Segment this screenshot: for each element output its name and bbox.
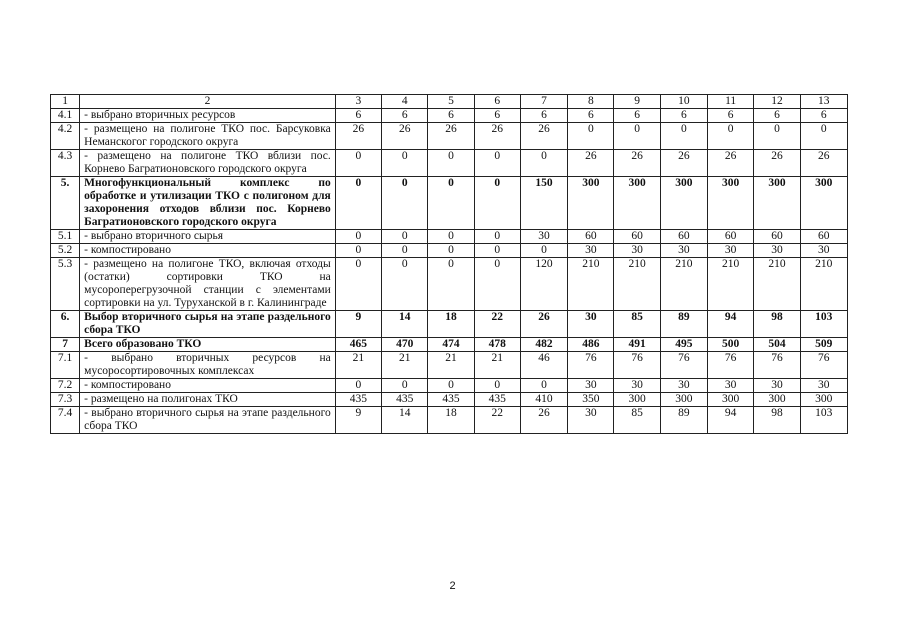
value-cell: 18 (428, 407, 474, 434)
value-cell: 18 (428, 311, 474, 338)
value-cell: 0 (382, 177, 428, 230)
value-cell: 300 (708, 393, 754, 407)
table-row (51, 123, 848, 150)
value-cell: 500 (708, 338, 754, 352)
value-cell: 435 (335, 393, 381, 407)
value-cell: 0 (428, 150, 474, 177)
value-cell: 300 (614, 177, 660, 230)
value-cell: 0 (382, 258, 428, 311)
value-cell: 60 (660, 230, 707, 244)
value-cell: 94 (708, 311, 754, 338)
value-cell: 300 (660, 393, 707, 407)
value-cell: 6 (428, 109, 474, 123)
row-number-cell: 7.3 (51, 393, 80, 407)
value-cell: 60 (614, 230, 660, 244)
row-description-cell: - выбрано вторичного сырья на этапе раздельного сбора ТКО (80, 407, 336, 434)
value-cell: 26 (520, 407, 567, 434)
row-description-cell: - размещено на полигоне ТКО, включая отходы (остатки) сортировки ТКО на мусороперегрузочной станции с элементами сортировки на ул. Туруханской в г. Калининграде (80, 258, 336, 311)
value-cell: 46 (520, 352, 567, 379)
value-cell: 210 (660, 258, 707, 311)
table-row (51, 258, 848, 311)
row-description-cell: - выбрано вторичных ресурсов (80, 109, 336, 123)
value-cell: 0 (474, 177, 520, 230)
header-cell: 9 (614, 95, 660, 109)
table-row (51, 393, 848, 407)
value-cell: 60 (800, 230, 847, 244)
header-cell: 3 (335, 95, 381, 109)
value-cell: 6 (335, 109, 381, 123)
value-cell: 210 (708, 258, 754, 311)
value-cell: 509 (800, 338, 847, 352)
value-cell: 30 (520, 230, 567, 244)
header-cell: 1 (51, 95, 80, 109)
value-cell: 6 (660, 109, 707, 123)
value-cell: 6 (614, 109, 660, 123)
value-cell: 0 (474, 230, 520, 244)
header-cell: 11 (708, 95, 754, 109)
table-row (51, 230, 848, 244)
row-number-cell: 5.1 (51, 230, 80, 244)
row-description-cell: - компостировано (80, 244, 336, 258)
value-cell: 0 (428, 379, 474, 393)
value-cell: 300 (754, 393, 800, 407)
value-cell: 0 (474, 379, 520, 393)
row-description-cell: - выбрано вторичных ресурсов на мусоросортировочных комплексах (80, 352, 336, 379)
value-cell: 30 (708, 379, 754, 393)
header-cell: 12 (754, 95, 800, 109)
table-row (51, 177, 848, 230)
value-cell: 504 (754, 338, 800, 352)
value-cell: 0 (335, 230, 381, 244)
value-cell: 435 (474, 393, 520, 407)
value-cell: 26 (382, 123, 428, 150)
value-cell: 486 (568, 338, 614, 352)
value-cell: 26 (335, 123, 381, 150)
value-cell: 350 (568, 393, 614, 407)
value-cell: 0 (428, 244, 474, 258)
value-cell: 300 (614, 393, 660, 407)
table-row (51, 311, 848, 338)
table-row (51, 338, 848, 352)
row-description-cell: - размещено на полигонах ТКО (80, 393, 336, 407)
value-cell: 0 (614, 123, 660, 150)
row-number-cell: 7.2 (51, 379, 80, 393)
value-cell: 0 (520, 150, 567, 177)
value-cell: 30 (614, 379, 660, 393)
value-cell: 22 (474, 407, 520, 434)
value-cell: 470 (382, 338, 428, 352)
value-cell: 21 (335, 352, 381, 379)
value-cell: 210 (568, 258, 614, 311)
value-cell: 89 (660, 311, 707, 338)
header-cell: 10 (660, 95, 707, 109)
value-cell: 30 (754, 379, 800, 393)
value-cell: 30 (754, 244, 800, 258)
value-cell: 0 (335, 244, 381, 258)
value-cell: 26 (660, 150, 707, 177)
data-table (50, 94, 848, 434)
value-cell: 76 (708, 352, 754, 379)
value-cell: 0 (660, 123, 707, 150)
value-cell: 30 (708, 244, 754, 258)
value-cell: 0 (754, 123, 800, 150)
row-number-cell: 4.2 (51, 123, 80, 150)
row-description-cell: - выбрано вторичного сырья (80, 230, 336, 244)
value-cell: 0 (568, 123, 614, 150)
header-cell: 2 (80, 95, 336, 109)
value-cell: 0 (428, 258, 474, 311)
value-cell: 300 (754, 177, 800, 230)
value-cell: 9 (335, 311, 381, 338)
row-number-cell: 5. (51, 177, 80, 230)
value-cell: 9 (335, 407, 381, 434)
row-description-cell: - размещено на полигоне ТКО пос. Барсуковка Неманскогог городского округа (80, 123, 336, 150)
value-cell: 94 (708, 407, 754, 434)
value-cell: 30 (568, 311, 614, 338)
value-cell: 210 (800, 258, 847, 311)
value-cell: 98 (754, 407, 800, 434)
value-cell: 103 (800, 407, 847, 434)
value-cell: 300 (660, 177, 707, 230)
value-cell: 26 (568, 150, 614, 177)
value-cell: 26 (708, 150, 754, 177)
value-cell: 76 (660, 352, 707, 379)
value-cell: 14 (382, 311, 428, 338)
value-cell: 0 (474, 150, 520, 177)
value-cell: 21 (382, 352, 428, 379)
value-cell: 22 (474, 311, 520, 338)
row-number-cell: 6. (51, 311, 80, 338)
header-cell: 6 (474, 95, 520, 109)
table-body (51, 95, 848, 434)
page-number: 2 (449, 580, 456, 592)
value-cell: 30 (800, 379, 847, 393)
value-cell: 76 (568, 352, 614, 379)
value-cell: 478 (474, 338, 520, 352)
header-cell: 13 (800, 95, 847, 109)
value-cell: 14 (382, 407, 428, 434)
value-cell: 76 (614, 352, 660, 379)
value-cell: 26 (474, 123, 520, 150)
value-cell: 6 (568, 109, 614, 123)
value-cell: 89 (660, 407, 707, 434)
value-cell: 6 (800, 109, 847, 123)
value-cell: 6 (520, 109, 567, 123)
value-cell: 85 (614, 407, 660, 434)
value-cell: 0 (382, 230, 428, 244)
row-description-cell: Выбор вторичного сырья на этапе раздельного сбора ТКО (80, 311, 336, 338)
row-number-cell: 5.2 (51, 244, 80, 258)
value-cell: 0 (474, 258, 520, 311)
value-cell: 495 (660, 338, 707, 352)
value-cell: 21 (474, 352, 520, 379)
value-cell: 30 (568, 244, 614, 258)
row-description-cell: - компостировано (80, 379, 336, 393)
value-cell: 0 (335, 379, 381, 393)
value-cell: 435 (382, 393, 428, 407)
value-cell: 465 (335, 338, 381, 352)
value-cell: 76 (800, 352, 847, 379)
value-cell: 85 (614, 311, 660, 338)
row-number-cell: 7.4 (51, 407, 80, 434)
row-description-cell: - размещено на полигоне ТКО вблизи пос. Корнево Багратионовского городского округа (80, 150, 336, 177)
value-cell: 0 (708, 123, 754, 150)
table-row (51, 352, 848, 379)
value-cell: 103 (800, 311, 847, 338)
row-number-cell: 7 (51, 338, 80, 352)
value-cell: 300 (800, 177, 847, 230)
row-number-cell: 4.3 (51, 150, 80, 177)
value-cell: 0 (382, 379, 428, 393)
value-cell: 410 (520, 393, 567, 407)
value-cell: 30 (800, 244, 847, 258)
table-header-row (51, 95, 848, 109)
value-cell: 98 (754, 311, 800, 338)
value-cell: 6 (708, 109, 754, 123)
value-cell: 0 (520, 379, 567, 393)
value-cell: 76 (754, 352, 800, 379)
value-cell: 300 (800, 393, 847, 407)
value-cell: 0 (520, 244, 567, 258)
value-cell: 30 (568, 407, 614, 434)
value-cell: 26 (800, 150, 847, 177)
value-cell: 6 (754, 109, 800, 123)
header-cell: 8 (568, 95, 614, 109)
value-cell: 60 (708, 230, 754, 244)
value-cell: 30 (660, 379, 707, 393)
row-number-cell: 4.1 (51, 109, 80, 123)
value-cell: 210 (754, 258, 800, 311)
value-cell: 60 (568, 230, 614, 244)
value-cell: 0 (800, 123, 847, 150)
value-cell: 30 (660, 244, 707, 258)
row-description-cell: Многофункциональный комплекс по обработке и утилизации ТКО с полигоном для захоронения отходов вблизи пос. Корнево Багратионовского городского округа (80, 177, 336, 230)
table-row (51, 407, 848, 434)
table-row (51, 244, 848, 258)
value-cell: 30 (614, 244, 660, 258)
value-cell: 6 (382, 109, 428, 123)
value-cell: 26 (428, 123, 474, 150)
value-cell: 435 (428, 393, 474, 407)
value-cell: 120 (520, 258, 567, 311)
value-cell: 60 (754, 230, 800, 244)
value-cell: 0 (382, 150, 428, 177)
value-cell: 150 (520, 177, 567, 230)
row-description-cell: Всего образовано ТКО (80, 338, 336, 352)
value-cell: 0 (428, 230, 474, 244)
header-cell: 7 (520, 95, 567, 109)
row-number-cell: 5.3 (51, 258, 80, 311)
table-row (51, 150, 848, 177)
value-cell: 26 (520, 311, 567, 338)
header-cell: 4 (382, 95, 428, 109)
value-cell: 482 (520, 338, 567, 352)
table-row (51, 379, 848, 393)
value-cell: 0 (428, 177, 474, 230)
value-cell: 6 (474, 109, 520, 123)
value-cell: 474 (428, 338, 474, 352)
value-cell: 30 (568, 379, 614, 393)
value-cell: 300 (708, 177, 754, 230)
value-cell: 300 (568, 177, 614, 230)
row-number-cell: 7.1 (51, 352, 80, 379)
value-cell: 210 (614, 258, 660, 311)
value-cell: 0 (335, 150, 381, 177)
value-cell: 26 (614, 150, 660, 177)
value-cell: 0 (382, 244, 428, 258)
value-cell: 491 (614, 338, 660, 352)
value-cell: 21 (428, 352, 474, 379)
table-row (51, 109, 848, 123)
value-cell: 26 (754, 150, 800, 177)
value-cell: 0 (335, 258, 381, 311)
value-cell: 0 (474, 244, 520, 258)
value-cell: 0 (335, 177, 381, 230)
header-cell: 5 (428, 95, 474, 109)
value-cell: 26 (520, 123, 567, 150)
